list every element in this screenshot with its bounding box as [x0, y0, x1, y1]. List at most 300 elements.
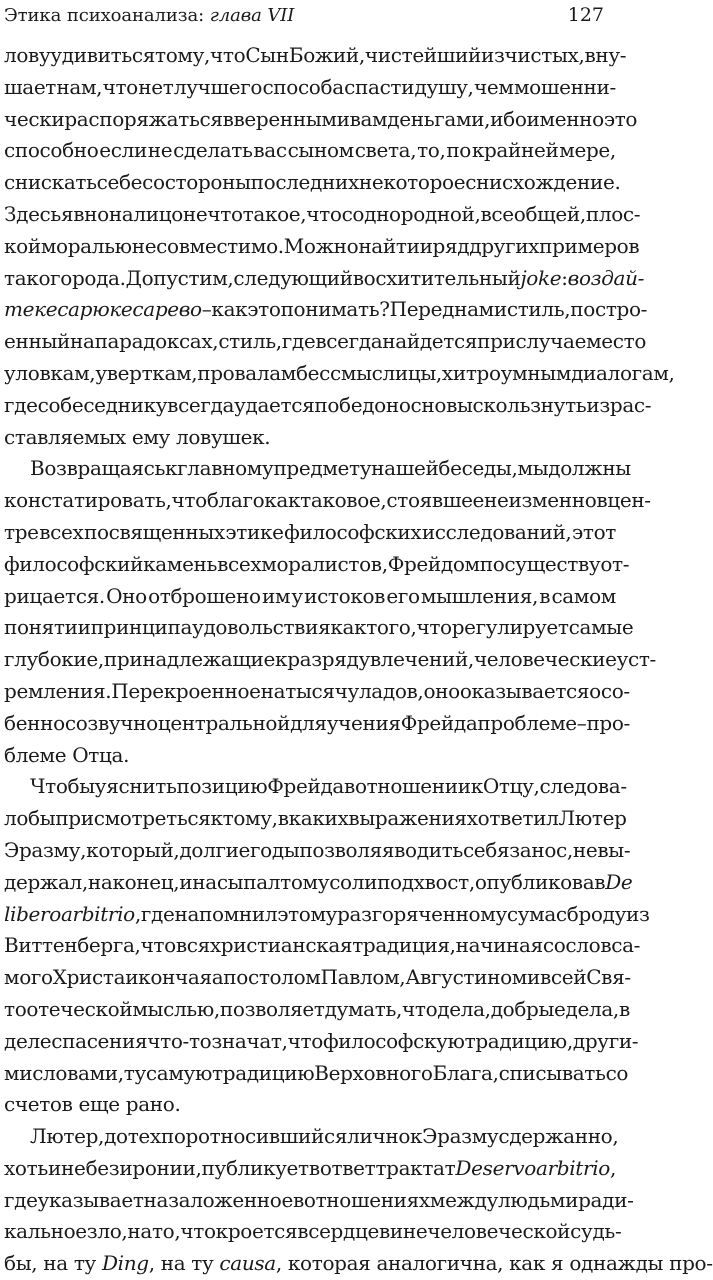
- text-run: оказывается: [459, 678, 590, 703]
- text-run: что: [287, 1028, 323, 1053]
- text-run: из: [586, 392, 610, 417]
- text-run: ибо: [490, 106, 527, 131]
- text-run: кальное: [4, 1219, 87, 1244]
- text-run: бы: [28, 806, 56, 831]
- word: [223, 803, 278, 835]
- text-run: неизменно: [484, 488, 597, 513]
- word: [626, 899, 650, 931]
- word: [223, 104, 350, 136]
- word: [320, 1153, 376, 1185]
- word: [505, 40, 585, 72]
- word: [600, 549, 629, 581]
- text-run: Допустим,: [125, 265, 234, 290]
- word: [179, 835, 250, 867]
- text-run: благо: [206, 488, 265, 513]
- text-run: главному: [177, 456, 274, 481]
- text-run: в: [344, 774, 355, 799]
- text-run: центральной: [157, 710, 291, 735]
- word: [111, 676, 260, 708]
- word: [38, 1185, 144, 1217]
- word: [520, 263, 567, 295]
- word: [243, 199, 307, 231]
- text-run: нечто: [182, 201, 243, 226]
- word: [4, 135, 98, 167]
- text-line: [4, 199, 641, 231]
- word: [234, 390, 314, 422]
- word: [342, 199, 353, 231]
- word: [4, 867, 88, 899]
- text-run: примеров: [539, 233, 640, 258]
- word: [165, 453, 177, 485]
- word: [469, 231, 539, 263]
- text-run: спасения: [51, 1028, 148, 1053]
- word: [477, 708, 576, 740]
- text-line: [4, 962, 631, 994]
- text-run: счетов еще рано.: [4, 1092, 181, 1117]
- word: [540, 771, 627, 803]
- text-run: заложенное: [168, 1187, 293, 1212]
- text-run: посвященных: [83, 519, 225, 544]
- word: [158, 708, 290, 740]
- word: [84, 517, 225, 549]
- word: [4, 326, 70, 358]
- word: [284, 231, 359, 263]
- word: [245, 40, 289, 72]
- text-run: снискать: [4, 170, 97, 195]
- text-run: Божий,: [288, 43, 365, 67]
- text-run: при: [477, 329, 516, 354]
- word: [570, 294, 647, 326]
- text-run: что: [402, 996, 438, 1021]
- word: [483, 1153, 536, 1185]
- text-run: проблеме: [477, 710, 577, 735]
- text-run: следующий: [233, 265, 353, 290]
- word: [119, 1153, 201, 1185]
- word: [337, 899, 507, 931]
- word: [422, 517, 572, 549]
- word: [421, 581, 538, 613]
- word: [350, 104, 388, 136]
- word: [41, 231, 132, 263]
- word: [267, 771, 344, 803]
- text-run: Павлом,: [320, 965, 406, 990]
- text-run: к: [470, 774, 483, 799]
- text-line: [4, 358, 675, 390]
- word: [606, 1058, 629, 1090]
- text-run: Христа: [52, 965, 126, 990]
- text-run: мере,: [559, 138, 616, 163]
- word: [323, 1026, 465, 1058]
- text-run: традицию: [212, 1060, 315, 1085]
- text-run: апостолом: [211, 965, 321, 990]
- text-run: лову: [4, 43, 51, 67]
- word: [589, 676, 630, 708]
- word: [225, 517, 283, 549]
- word: [4, 358, 95, 390]
- word: [261, 676, 286, 708]
- word: [4, 708, 65, 740]
- word: [352, 930, 455, 962]
- text-run: между: [429, 1187, 498, 1212]
- word: [218, 326, 281, 358]
- text-run: этике: [225, 519, 284, 544]
- text-run: то,: [417, 138, 446, 163]
- text-line: [4, 549, 630, 581]
- text-run: христианская: [209, 933, 353, 958]
- text-run: лучшего: [173, 74, 263, 99]
- word: [516, 326, 587, 358]
- text-line: [4, 1121, 619, 1153]
- word: [465, 1026, 573, 1058]
- text-run: судь-: [570, 1219, 622, 1244]
- text-run: вверенными: [222, 106, 350, 131]
- text-run: понимать?: [280, 297, 390, 322]
- word: [388, 549, 480, 581]
- text-run: снисхождение.: [465, 170, 621, 195]
- text-run: Фрейда: [267, 774, 345, 799]
- text-run: отброшено: [148, 583, 261, 608]
- word: [355, 135, 417, 167]
- word: [65, 708, 158, 740]
- text-run: Верховного: [314, 1060, 433, 1085]
- word: [152, 1216, 180, 1248]
- text-run: сдержанно,: [498, 1124, 619, 1149]
- word: [610, 390, 651, 422]
- word: [183, 199, 243, 231]
- word: [278, 803, 289, 835]
- text-run: ради-: [578, 1187, 634, 1212]
- text-run: рода.: [71, 265, 126, 290]
- word: [4, 1185, 38, 1217]
- text-run: Лютер,: [30, 1124, 105, 1149]
- word: [463, 835, 509, 867]
- text-run: человеческие: [473, 647, 617, 672]
- text-run: вну-: [584, 43, 627, 67]
- text-run: который,: [86, 837, 180, 862]
- text-run: Эразму: [422, 1124, 499, 1149]
- text-line: [4, 1153, 616, 1185]
- word: [306, 199, 341, 231]
- word: [148, 581, 261, 613]
- text-run: мошенни-: [513, 74, 616, 99]
- italic-text: joke: [520, 265, 562, 290]
- word: [577, 708, 587, 740]
- word: [177, 453, 273, 485]
- text-run: не: [61, 1155, 86, 1180]
- text-run: позволяя: [299, 837, 395, 862]
- word: [106, 581, 147, 613]
- text-run: в: [277, 806, 289, 831]
- word: [472, 135, 559, 167]
- text-run: где: [140, 901, 175, 926]
- word: [87, 1216, 128, 1248]
- text-run: в: [292, 1187, 304, 1212]
- word: [247, 294, 280, 326]
- text-run: публикует: [201, 1155, 309, 1180]
- text-run: способа: [262, 74, 344, 99]
- text-run: света,: [354, 138, 417, 163]
- word: [264, 485, 300, 517]
- text-run: самом: [551, 583, 616, 608]
- text-run: именно: [526, 106, 604, 131]
- text-run: водить: [394, 837, 463, 862]
- word: [309, 1153, 320, 1185]
- text-line: [4, 835, 631, 867]
- italic-text: libero: [4, 901, 61, 926]
- word: [34, 294, 109, 326]
- word: [211, 803, 223, 835]
- text-run: этому: [277, 901, 338, 926]
- word: [607, 485, 650, 517]
- text-run: ту: [123, 1060, 146, 1085]
- word: [4, 390, 38, 422]
- text-run: со: [542, 933, 566, 958]
- text-run: как: [211, 297, 248, 322]
- word: [138, 72, 173, 104]
- word: [571, 358, 674, 390]
- text-run: что: [180, 1219, 216, 1244]
- text-run: нет: [138, 74, 174, 99]
- word: [430, 1185, 498, 1217]
- text-run: тысячу: [285, 678, 359, 703]
- word: [61, 899, 141, 931]
- word: [167, 390, 234, 422]
- text-run: крайней: [471, 138, 559, 163]
- text-run: уловкам,: [4, 360, 96, 385]
- word: [51, 1026, 147, 1058]
- word: [586, 962, 631, 994]
- text-run: к: [210, 806, 223, 831]
- word: [146, 1058, 212, 1090]
- text-run: присмотреться: [55, 806, 211, 831]
- word: [300, 485, 386, 517]
- word: [86, 1153, 120, 1185]
- italic-text: кесарю: [34, 297, 110, 322]
- text-run: мышления,: [420, 583, 539, 608]
- text-run: держал,: [4, 869, 88, 894]
- text-run: зло,: [86, 1219, 128, 1244]
- word: [540, 962, 586, 994]
- word: [454, 294, 507, 326]
- text-run: всей: [540, 965, 587, 990]
- text-run: регулирует: [451, 615, 569, 640]
- text-run: кой: [4, 233, 41, 258]
- text-line: [4, 676, 630, 708]
- word: [285, 676, 359, 708]
- text-run: нос,: [531, 837, 573, 862]
- text-run: хвост,: [413, 869, 475, 894]
- paragraph: [4, 1121, 713, 1280]
- text-run: сумасброду: [506, 901, 626, 926]
- word: [4, 231, 41, 263]
- text-run: уст-: [616, 647, 656, 672]
- word: [95, 326, 219, 358]
- word: [586, 326, 646, 358]
- word: [262, 72, 343, 104]
- word: [4, 930, 141, 962]
- text-run: кончая: [138, 965, 212, 990]
- text-run: стороны: [164, 170, 251, 195]
- text-run: указывает: [37, 1187, 144, 1212]
- word: [572, 517, 616, 549]
- word: [70, 326, 95, 358]
- word: [371, 453, 438, 485]
- text-run: дела,: [565, 996, 619, 1021]
- word: [498, 1121, 618, 1153]
- text-run: явно: [60, 201, 109, 226]
- italic-text: arbitrio: [536, 1155, 610, 1180]
- text-run: ,: [609, 1155, 616, 1180]
- text-run: енный: [4, 329, 70, 354]
- text-run: в: [596, 488, 608, 513]
- text-run: Блага,: [432, 1060, 499, 1085]
- word: [474, 72, 514, 104]
- text-run: со: [142, 170, 165, 195]
- word: [578, 1185, 633, 1217]
- text-run: несовместимо.: [131, 233, 284, 258]
- text-run: по: [446, 138, 471, 163]
- text-run: мы: [517, 456, 549, 481]
- text-run: рас-: [609, 392, 652, 417]
- word: [514, 72, 616, 104]
- text-line: [4, 644, 656, 676]
- italic-text: воздай-: [567, 265, 645, 290]
- text-run: к: [410, 1124, 423, 1149]
- text-run: лично: [347, 1124, 411, 1149]
- word: [275, 644, 287, 676]
- text-run: им: [261, 583, 291, 608]
- word: [4, 581, 105, 613]
- word: [293, 1185, 304, 1217]
- word: [386, 485, 484, 517]
- text-run: следова-: [539, 774, 627, 799]
- word: [284, 517, 421, 549]
- text-line: [4, 294, 648, 326]
- text-run: –: [576, 710, 587, 735]
- text-run: бенно: [4, 710, 65, 735]
- text-line: [4, 803, 627, 835]
- text-run: Здесь: [4, 201, 61, 226]
- text-run: рицается.: [4, 583, 105, 608]
- text-line: [4, 231, 640, 263]
- text-run: Оно: [106, 583, 147, 608]
- text-run: –: [201, 297, 212, 322]
- word: [64, 104, 222, 136]
- italic-text: arbitrio: [60, 901, 135, 926]
- text-run: где: [281, 329, 316, 354]
- text-run: и: [527, 965, 540, 990]
- word: [61, 1153, 85, 1185]
- word: [352, 199, 480, 231]
- word: [4, 104, 64, 136]
- text-run: ло: [4, 806, 29, 831]
- text-line: [4, 867, 633, 899]
- text-run: самые: [568, 615, 634, 640]
- text-run: Сын: [245, 43, 289, 67]
- running-head: [4, 2, 604, 32]
- word: [179, 867, 192, 899]
- word: [414, 867, 475, 899]
- text-run: бессмыслицы,: [295, 360, 442, 385]
- word: [365, 40, 481, 72]
- text-run: уверткам,: [95, 360, 198, 385]
- text-run: думать,: [324, 996, 403, 1021]
- text-run: чески: [4, 106, 65, 131]
- word: [4, 485, 172, 517]
- word: [325, 994, 402, 1026]
- word: [617, 644, 656, 676]
- word: [280, 867, 329, 899]
- word: [72, 263, 126, 295]
- text-run: стиль,: [218, 329, 282, 354]
- text-run: Эразму,: [4, 837, 87, 862]
- word: [483, 771, 540, 803]
- text-run: случае: [515, 329, 587, 354]
- text-run: трактат: [375, 1155, 456, 1180]
- word: [4, 803, 28, 835]
- text-run: сердцевине: [308, 1219, 428, 1244]
- text-run: годы: [250, 837, 300, 862]
- text-run: найдется: [382, 329, 478, 354]
- word: [4, 676, 111, 708]
- text-run: ряд: [432, 233, 470, 258]
- text-run: каких: [288, 806, 349, 831]
- word: [250, 835, 299, 867]
- word: [207, 485, 264, 517]
- text-line: [4, 72, 616, 104]
- text-run: ответил: [477, 806, 559, 831]
- word: [104, 644, 275, 676]
- text-run: самую: [145, 1060, 213, 1085]
- text-run: душу,: [414, 74, 474, 99]
- word: [197, 358, 296, 390]
- word: [4, 1216, 87, 1248]
- text-run: , которая аналогична, как я однажды про-: [275, 1251, 713, 1276]
- word: [507, 899, 626, 931]
- text-line: [4, 167, 621, 199]
- text-run: исследований,: [421, 519, 572, 544]
- text-run: на: [70, 329, 95, 354]
- text-run: не: [147, 138, 173, 163]
- word: [148, 135, 172, 167]
- text-run: в: [297, 1219, 309, 1244]
- text-run: кроется: [215, 1219, 298, 1244]
- text-run: его: [386, 583, 420, 608]
- text-run: некоторое: [358, 170, 466, 195]
- word: [4, 549, 143, 581]
- italic-text: servo: [482, 1155, 536, 1180]
- word: [50, 40, 155, 72]
- word: [296, 358, 442, 390]
- text-run: из: [481, 43, 505, 67]
- page-number: 127: [567, 4, 604, 26]
- word: [314, 390, 446, 422]
- word: [386, 581, 419, 613]
- word: [128, 1121, 161, 1153]
- text-run: моралистов,: [261, 551, 388, 576]
- word: [220, 994, 325, 1026]
- word: [4, 263, 72, 295]
- word: [155, 40, 210, 72]
- word: [210, 40, 245, 72]
- text-run: Фрейдом: [387, 551, 480, 576]
- word: [517, 453, 548, 485]
- text-run: тому,: [155, 43, 211, 67]
- word: [308, 1216, 427, 1248]
- italic-text: De: [605, 869, 633, 894]
- body-text: [4, 40, 713, 1280]
- word: [217, 549, 261, 581]
